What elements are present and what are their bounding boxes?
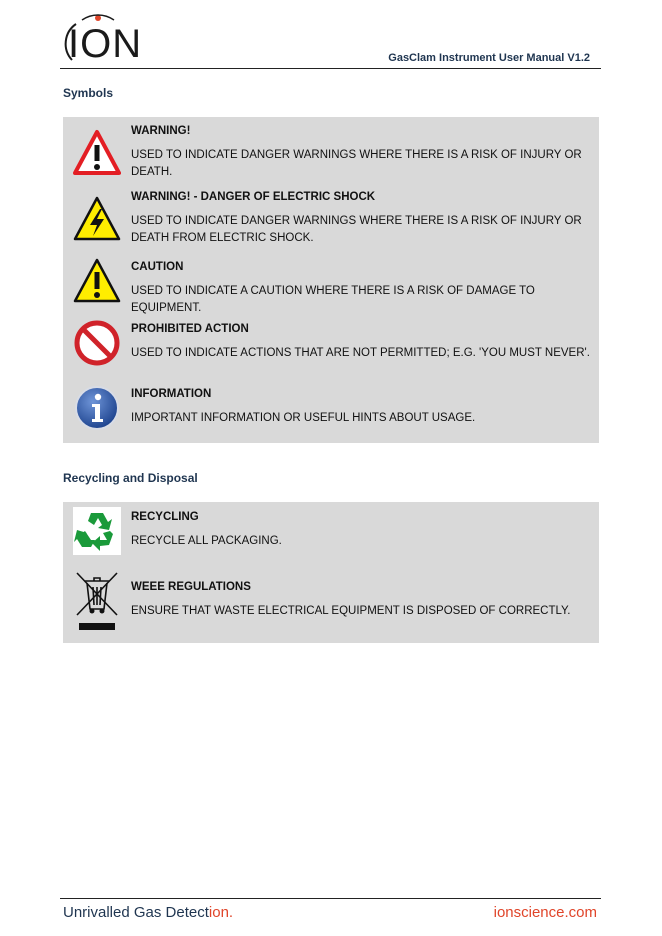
symbol-title: WARNING! [131,125,191,137]
symbol-title: INFORMATION [131,388,212,400]
recycling-icon [73,507,121,555]
symbol-title: PROHIBITED ACTION [131,323,249,335]
footer-tagline [63,904,233,921]
document-title: GasClam Instrument User Manual V1.2 [388,52,590,64]
recycling-heading: Recycling and Disposal [63,471,198,485]
symbols-panel [63,117,599,443]
prohibited-icon [73,319,121,367]
symbol-description: USED TO INDICATE A CAUTION WHERE THERE IS A RISK OF DAMAGE TO EQUIPMENT. [131,285,535,314]
ion-logo [62,14,143,66]
header-divider [60,68,601,69]
symbol-description: USED TO INDICATE ACTIONS THAT ARE NOT PERMITTED; E.G. 'YOU MUST NEVER'. [131,347,590,359]
symbol-title: CAUTION [131,261,184,273]
recycling-panel [63,502,599,643]
warning-triangle-icon [73,129,121,177]
footer-tagline-accent: ion. [208,904,234,921]
recycling-description: ENSURE THAT WASTE ELECTRICAL EQUIPMENT IS DISPOSED OF CORRECTLY. [131,605,571,617]
recycling-title: RECYCLING [131,511,199,523]
symbols-heading: Symbols [63,86,114,100]
recycling-description: RECYCLE ALL PACKAGING. [131,535,282,547]
weee-bin-icon [73,571,121,633]
footer-tagline-main: Unrivalled Gas Detect [63,904,209,921]
logo-text: ION [68,22,143,66]
symbol-title: WARNING! - DANGER OF ELECTRIC SHOCK [131,191,376,203]
footer-website: ionscience.com [493,904,597,921]
information-icon [73,384,121,432]
symbol-description: IMPORTANT INFORMATION OR USEFUL HINTS ABOUT USAGE. [131,412,476,424]
recycling-title: WEEE REGULATIONS [131,581,251,593]
symbol-description: USED TO INDICATE DANGER WARNINGS WHERE THERE IS A RISK OF INJURY OR DEATH FROM ELECTRIC SHOCK. [131,215,582,244]
symbol-description: USED TO INDICATE DANGER WARNINGS WHERE THERE IS A RISK OF INJURY OR DEATH. [131,149,582,178]
electric-shock-icon [73,195,121,243]
footer-divider [60,898,601,899]
caution-icon [73,257,121,305]
